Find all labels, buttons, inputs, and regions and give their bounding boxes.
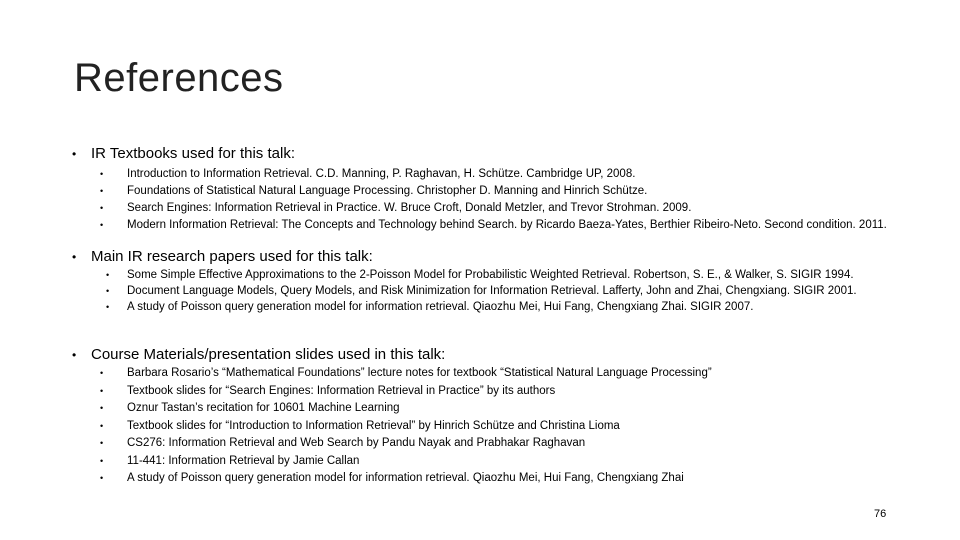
list-item-text: 11-441: Information Retrieval by Jamie Callan (127, 454, 360, 467)
page-number: 76 (874, 508, 887, 520)
bullet-icon: • (100, 438, 104, 448)
bullet-icon: • (100, 203, 104, 213)
list-item (72, 454, 892, 468)
bullet-icon: • (106, 302, 110, 312)
research-papers-section (72, 248, 892, 314)
list-item-text: Textbook slides for “Search Engines: Information Retrieval in Practice” by its authors (127, 384, 556, 397)
list-item-text: Oznur Tastan’s recitation for 10601 Machine Learning (127, 402, 400, 414)
list-item-text: CS276: Information Retrieval and Web Search by Pandu Nayak and Prabhakar Raghavan (127, 437, 586, 449)
list-item (72, 300, 892, 314)
list-item (72, 419, 892, 433)
section-heading (72, 248, 892, 266)
list-item-text: Foundations of Statistical Natural Language Processing. Christopher D. Manning and Hinrich Schütze. (127, 185, 648, 197)
slide-title: References (74, 56, 284, 100)
bullet-icon: • (100, 420, 104, 431)
list-item (72, 218, 892, 232)
course-materials-list (72, 366, 892, 485)
bullet-icon: • (100, 220, 104, 230)
section-heading-text: Course Materials/presentation slides used in this talk: (91, 346, 446, 363)
bullet-icon: • (72, 348, 77, 362)
bullet-icon: • (106, 270, 110, 280)
list-item-text: Introduction to Information Retrieval. C.D. Manning, P. Raghavan, H. Schütze. Cambridge UP, 2008. (127, 168, 636, 180)
list-item (72, 268, 892, 282)
list-item (72, 436, 892, 450)
list-item (72, 167, 892, 181)
list-item-text: Some Simple Effective Approximations to the 2-Poisson Model for Probabilistic Weighted Retrieval. Robertson, S. E., & Walker, S. SIGIR 1994. (127, 269, 854, 281)
bullet-icon: • (106, 286, 110, 296)
bullet-icon: • (72, 147, 77, 161)
bullet-icon: • (100, 455, 104, 466)
list-item-text: Search Engines: Information Retrieval in Practice. W. Bruce Croft, Donald Metzler, and Trevor Strohman. 2009. (127, 202, 692, 214)
list-item (72, 184, 892, 198)
section-heading (72, 145, 892, 163)
bullet-icon: • (100, 403, 104, 413)
bullet-icon: • (100, 385, 104, 396)
bullet-icon: • (100, 368, 104, 378)
section-heading-text: Main IR research papers used for this talk: (91, 248, 373, 265)
list-item-text: A study of Poisson query generation model for information retrieval. Qiaozhu Mei, Hui Fang, Chengxiang Zhai. SIGIR 2007. (127, 301, 754, 313)
list-item (72, 384, 892, 398)
list-item-text: Modern Information Retrieval: The Concepts and Technology behind Search. by Ricardo Baeza-Yates, Berthier Ribeiro-Neto. Second condition. 2011. (127, 219, 887, 231)
list-item (72, 471, 892, 485)
bullet-icon: • (100, 473, 104, 483)
list-item-text: A study of Poisson query generation model for information retrieval. Qiaozhu Mei, Hui Fang, Chengxiang Zhai (127, 472, 684, 484)
section-heading-text: IR Textbooks used for this talk: (91, 145, 295, 162)
list-item (72, 284, 892, 298)
textbooks-list (72, 167, 892, 232)
list-item-text: Document Language Models, Query Models, and Risk Minimization for Information Retrieval. Lafferty, John and Zhai, Chengxiang. SIGIR 2001. (127, 285, 857, 297)
bullet-icon: • (100, 169, 104, 179)
list-item-text: Barbara Rosario’s “Mathematical Foundations” lecture notes for textbook “Statistical Natural Language Processing” (127, 367, 712, 379)
list-item (72, 201, 892, 215)
bullet-icon: • (72, 250, 77, 264)
course-materials-section (72, 346, 892, 485)
list-item-text: Textbook slides for “Introduction to Information Retrieval” by Hinrich Schütze and Christina Lioma (127, 419, 620, 432)
bullet-icon: • (100, 186, 104, 196)
list-item (72, 401, 892, 415)
research-papers-list (72, 268, 892, 314)
list-item (72, 366, 892, 380)
section-heading (72, 346, 892, 364)
textbooks-section (72, 145, 892, 232)
